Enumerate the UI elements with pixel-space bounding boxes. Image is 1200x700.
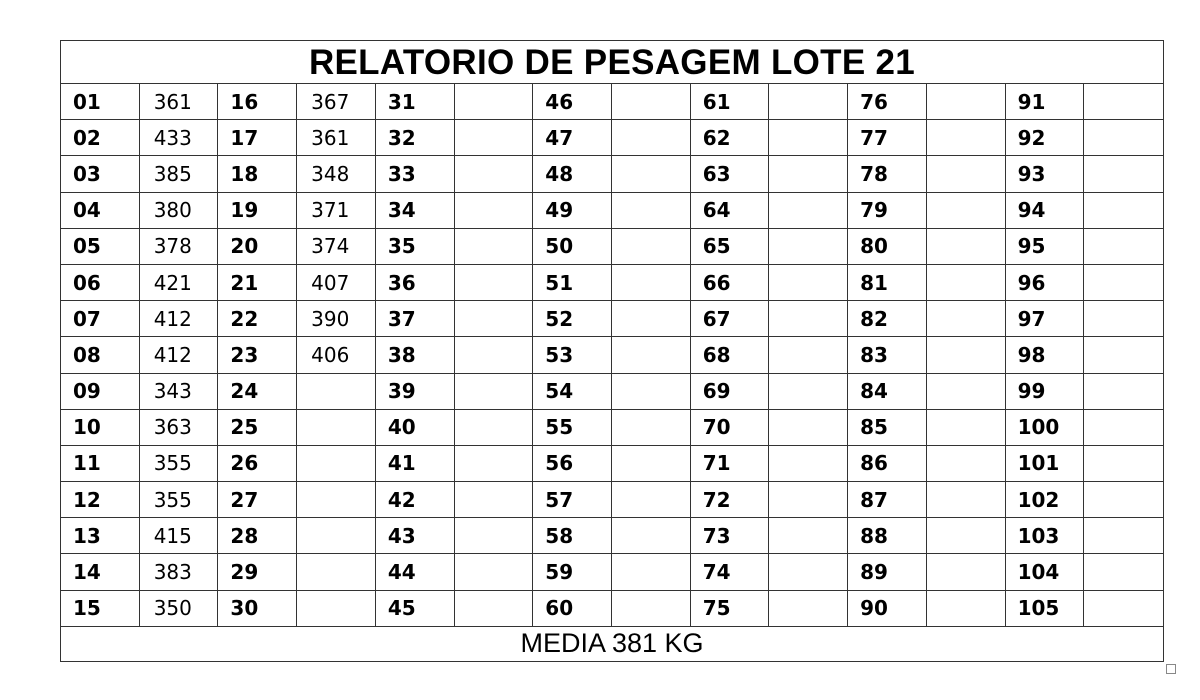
animal-number-cell: 21 (218, 265, 297, 301)
weight-cell: 361 (297, 120, 376, 156)
weight-cell (612, 518, 691, 554)
weight-cell (297, 374, 376, 410)
weight-cell (927, 265, 1006, 301)
weight-cell: 361 (140, 84, 219, 120)
weight-cell (927, 518, 1006, 554)
weight-cell (769, 482, 848, 518)
weight-cell (455, 518, 534, 554)
animal-number-cell: 73 (691, 518, 770, 554)
animal-number-cell: 49 (533, 193, 612, 229)
weight-cell: 412 (140, 337, 219, 373)
animal-number-cell: 54 (533, 374, 612, 410)
weight-cell (297, 591, 376, 627)
weight-cell (1084, 518, 1163, 554)
weight-cell: 374 (297, 229, 376, 265)
animal-number-cell: 57 (533, 482, 612, 518)
weight-cell (612, 193, 691, 229)
weight-cell (769, 337, 848, 373)
weight-cell (1084, 120, 1163, 156)
weight-cell: 378 (140, 229, 219, 265)
weight-cell (769, 591, 848, 627)
animal-number-cell: 45 (376, 591, 455, 627)
animal-number-cell: 15 (61, 591, 140, 627)
average-weight: MEDIA 381 KG (520, 627, 704, 658)
animal-number-cell: 60 (533, 591, 612, 627)
animal-number-cell: 01 (61, 84, 140, 120)
animal-number-cell: 39 (376, 374, 455, 410)
animal-number-cell: 14 (61, 554, 140, 590)
animal-number-cell: 10 (61, 410, 140, 446)
weight-cell (1084, 229, 1163, 265)
animal-number-cell: 02 (61, 120, 140, 156)
animal-number-cell: 04 (61, 193, 140, 229)
animal-number-cell: 91 (1006, 84, 1085, 120)
animal-number-cell: 87 (848, 482, 927, 518)
weight-cell (1084, 301, 1163, 337)
animal-number-cell: 53 (533, 337, 612, 373)
weight-cell (769, 446, 848, 482)
animal-number-cell: 30 (218, 591, 297, 627)
animal-number-cell: 101 (1006, 446, 1085, 482)
report-title: RELATORIO DE PESAGEM LOTE 21 (61, 41, 1163, 84)
animal-number-cell: 46 (533, 84, 612, 120)
animal-number-cell: 42 (376, 482, 455, 518)
animal-number-cell: 52 (533, 301, 612, 337)
weight-cell (927, 482, 1006, 518)
weight-cell (927, 156, 1006, 192)
animal-number-cell: 70 (691, 410, 770, 446)
weight-cell: 412 (140, 301, 219, 337)
animal-number-cell: 66 (691, 265, 770, 301)
animal-number-cell: 76 (848, 84, 927, 120)
animal-number-cell: 17 (218, 120, 297, 156)
weight-cell (1084, 193, 1163, 229)
animal-number-cell: 07 (61, 301, 140, 337)
animal-number-cell: 83 (848, 337, 927, 373)
weight-cell (612, 156, 691, 192)
animal-number-cell: 67 (691, 301, 770, 337)
weight-cell (1084, 554, 1163, 590)
animal-number-cell: 95 (1006, 229, 1085, 265)
animal-number-cell: 48 (533, 156, 612, 192)
animal-number-cell: 31 (376, 84, 455, 120)
weight-cell: 415 (140, 518, 219, 554)
weight-cell (1084, 482, 1163, 518)
weight-cell (455, 554, 534, 590)
weight-cell (769, 518, 848, 554)
animal-number-cell: 24 (218, 374, 297, 410)
weight-cell (769, 374, 848, 410)
animal-number-cell: 34 (376, 193, 455, 229)
weight-cell (297, 446, 376, 482)
weight-cell (455, 446, 534, 482)
animal-number-cell: 103 (1006, 518, 1085, 554)
weight-cell: 348 (297, 156, 376, 192)
animal-number-cell: 77 (848, 120, 927, 156)
weight-cell (927, 301, 1006, 337)
animal-number-cell: 13 (61, 518, 140, 554)
animal-number-cell: 29 (218, 554, 297, 590)
animal-number-cell: 44 (376, 554, 455, 590)
animal-number-cell: 105 (1006, 591, 1085, 627)
animal-number-cell: 27 (218, 482, 297, 518)
weight-cell (927, 337, 1006, 373)
animal-number-cell: 25 (218, 410, 297, 446)
animal-number-cell: 56 (533, 446, 612, 482)
animal-number-cell: 50 (533, 229, 612, 265)
weight-cell (455, 229, 534, 265)
weighing-grid (61, 84, 1163, 627)
weight-cell (927, 446, 1006, 482)
weight-cell (769, 554, 848, 590)
weight-cell (612, 301, 691, 337)
weight-cell (1084, 265, 1163, 301)
animal-number-cell: 102 (1006, 482, 1085, 518)
weight-cell (455, 84, 534, 120)
weight-cell (769, 156, 848, 192)
animal-number-cell: 33 (376, 156, 455, 192)
weight-cell: 406 (297, 337, 376, 373)
animal-number-cell: 11 (61, 446, 140, 482)
animal-number-cell: 71 (691, 446, 770, 482)
weight-cell: 390 (297, 301, 376, 337)
weight-cell (455, 301, 534, 337)
animal-number-cell: 20 (218, 229, 297, 265)
animal-number-cell: 80 (848, 229, 927, 265)
animal-number-cell: 78 (848, 156, 927, 192)
weight-cell (297, 518, 376, 554)
animal-number-cell: 86 (848, 446, 927, 482)
weight-cell (769, 301, 848, 337)
animal-number-cell: 23 (218, 337, 297, 373)
animal-number-cell: 88 (848, 518, 927, 554)
weight-cell (769, 193, 848, 229)
weight-cell: 350 (140, 591, 219, 627)
animal-number-cell: 98 (1006, 337, 1085, 373)
animal-number-cell: 06 (61, 265, 140, 301)
weight-cell (455, 265, 534, 301)
weight-cell (455, 591, 534, 627)
weight-cell (1084, 410, 1163, 446)
animal-number-cell: 79 (848, 193, 927, 229)
weight-cell (612, 84, 691, 120)
animal-number-cell: 32 (376, 120, 455, 156)
weight-cell (1084, 337, 1163, 373)
weight-cell (455, 482, 534, 518)
animal-number-cell: 90 (848, 591, 927, 627)
animal-number-cell: 58 (533, 518, 612, 554)
weight-cell (612, 265, 691, 301)
animal-number-cell: 09 (61, 374, 140, 410)
animal-number-cell: 81 (848, 265, 927, 301)
animal-number-cell: 08 (61, 337, 140, 373)
weight-cell (1084, 374, 1163, 410)
weight-cell (297, 410, 376, 446)
animal-number-cell: 92 (1006, 120, 1085, 156)
animal-number-cell: 104 (1006, 554, 1085, 590)
weight-cell: 433 (140, 120, 219, 156)
weight-cell (769, 265, 848, 301)
animal-number-cell: 43 (376, 518, 455, 554)
weight-cell (1084, 156, 1163, 192)
weight-cell (455, 120, 534, 156)
weight-cell (455, 374, 534, 410)
weight-cell (1084, 591, 1163, 627)
weight-cell: 367 (297, 84, 376, 120)
animal-number-cell: 62 (691, 120, 770, 156)
weight-cell (927, 229, 1006, 265)
animal-number-cell: 97 (1006, 301, 1085, 337)
animal-number-cell: 96 (1006, 265, 1085, 301)
animal-number-cell: 12 (61, 482, 140, 518)
animal-number-cell: 40 (376, 410, 455, 446)
animal-number-cell: 74 (691, 554, 770, 590)
weight-cell: 421 (140, 265, 219, 301)
animal-number-cell: 03 (61, 156, 140, 192)
resize-handle[interactable] (1166, 664, 1176, 674)
animal-number-cell: 41 (376, 446, 455, 482)
weight-cell (612, 591, 691, 627)
animal-number-cell: 38 (376, 337, 455, 373)
weight-cell (612, 229, 691, 265)
weight-cell (927, 84, 1006, 120)
weight-cell (612, 446, 691, 482)
weight-cell (455, 410, 534, 446)
weight-cell (612, 337, 691, 373)
weight-cell: 385 (140, 156, 219, 192)
animal-number-cell: 65 (691, 229, 770, 265)
weight-cell: 343 (140, 374, 219, 410)
weight-cell (927, 120, 1006, 156)
animal-number-cell: 36 (376, 265, 455, 301)
weight-cell (612, 482, 691, 518)
weight-cell (612, 410, 691, 446)
animal-number-cell: 59 (533, 554, 612, 590)
weight-cell (612, 374, 691, 410)
animal-number-cell: 05 (61, 229, 140, 265)
weight-cell (612, 554, 691, 590)
animal-number-cell: 28 (218, 518, 297, 554)
animal-number-cell: 35 (376, 229, 455, 265)
animal-number-cell: 93 (1006, 156, 1085, 192)
weight-cell (769, 410, 848, 446)
weight-cell: 380 (140, 193, 219, 229)
weight-cell (455, 193, 534, 229)
weight-cell (297, 554, 376, 590)
animal-number-cell: 55 (533, 410, 612, 446)
weight-cell: 371 (297, 193, 376, 229)
animal-number-cell: 100 (1006, 410, 1085, 446)
weight-cell (1084, 84, 1163, 120)
animal-number-cell: 75 (691, 591, 770, 627)
weight-cell: 355 (140, 446, 219, 482)
animal-number-cell: 94 (1006, 193, 1085, 229)
weight-cell (297, 482, 376, 518)
weight-cell (769, 229, 848, 265)
animal-number-cell: 63 (691, 156, 770, 192)
weight-cell (927, 554, 1006, 590)
animal-number-cell: 26 (218, 446, 297, 482)
animal-number-cell: 89 (848, 554, 927, 590)
animal-number-cell: 51 (533, 265, 612, 301)
animal-number-cell: 37 (376, 301, 455, 337)
weighing-report-table (60, 40, 1164, 662)
weight-cell (927, 193, 1006, 229)
weight-cell (1084, 446, 1163, 482)
animal-number-cell: 99 (1006, 374, 1085, 410)
weight-cell (769, 84, 848, 120)
animal-number-cell: 69 (691, 374, 770, 410)
weight-cell: 383 (140, 554, 219, 590)
animal-number-cell: 84 (848, 374, 927, 410)
weight-cell (769, 120, 848, 156)
weight-cell (927, 374, 1006, 410)
animal-number-cell: 18 (218, 156, 297, 192)
weight-cell: 363 (140, 410, 219, 446)
animal-number-cell: 47 (533, 120, 612, 156)
animal-number-cell: 16 (218, 84, 297, 120)
weight-cell (455, 156, 534, 192)
animal-number-cell: 22 (218, 301, 297, 337)
animal-number-cell: 82 (848, 301, 927, 337)
weight-cell (612, 120, 691, 156)
animal-number-cell: 19 (218, 193, 297, 229)
weight-cell (927, 591, 1006, 627)
weight-cell: 355 (140, 482, 219, 518)
animal-number-cell: 64 (691, 193, 770, 229)
weight-cell (455, 337, 534, 373)
animal-number-cell: 85 (848, 410, 927, 446)
weight-cell: 407 (297, 265, 376, 301)
animal-number-cell: 61 (691, 84, 770, 120)
weight-cell (927, 410, 1006, 446)
animal-number-cell: 68 (691, 337, 770, 373)
animal-number-cell: 72 (691, 482, 770, 518)
